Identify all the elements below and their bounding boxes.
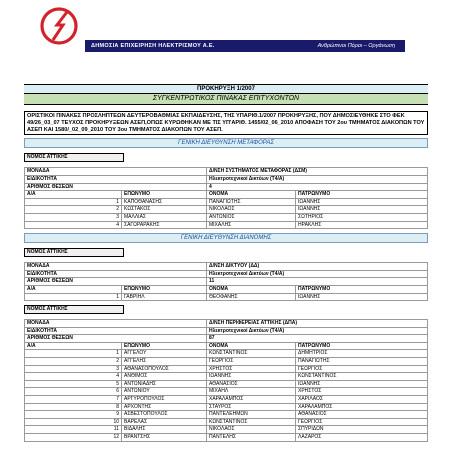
company-name: ΔΗΜΟΣΙΑ ΕΠΙΧΕΙΡΗΣΗ ΗΛΕΚΤΡΙΣΜΟΥ Α.Ε. — [91, 43, 215, 49]
row-firstname: ΝΙΚΟΛΑΟΣ — [207, 206, 296, 214]
row-surname: ΜΑΛΛΙΑΣ — [122, 213, 207, 221]
column-header-row — [25, 191, 428, 199]
monada-row-label: ΜΟΝΑΔΑ — [25, 168, 207, 176]
row-number: 1 — [25, 198, 122, 206]
eidikotita-row-value: Ηλεκτροτεχνικοί Δικτύων (Τ4/Α) — [207, 327, 428, 335]
row-firstname: ΣΤΑΥΡΟΣ — [207, 403, 296, 411]
arithmos-row — [25, 335, 428, 343]
row-surname: ΣΑΓΩΡΑΡΑΚΗΣ — [122, 221, 207, 229]
col-eponymo-header: ΕΠΩΝΥΜΟ — [122, 342, 207, 350]
table-row — [25, 403, 428, 411]
row-fathername: ΗΡΑΚΛΗΣ — [296, 221, 428, 229]
arithmos-row — [25, 183, 428, 191]
col-patronymo-header: ΠΑΤΡΩΝΥΜΟ — [296, 285, 428, 293]
table-row — [25, 293, 428, 301]
row-number: 11 — [25, 426, 122, 434]
row-fathername: ΙΩΑΝΝΗΣ — [296, 293, 428, 301]
eidikotita-row-label: ΕΙΔΙΚΟΤΗΤΑ — [25, 327, 207, 335]
monada-row-label: ΜΟΝΑΔΑ — [25, 320, 207, 328]
eidikotita-row-value: Ηλεκτροτεχνικοί Δικτύων (Τ4/Α) — [207, 270, 428, 278]
row-surname: ΑΓΓΕΛΟΥ — [122, 350, 207, 358]
table-row — [25, 198, 428, 206]
row-surname: ΑΡΓΥΡΟΠΟΥΛΟΣ — [122, 396, 207, 404]
row-number: 1 — [25, 350, 122, 358]
column-header-row — [25, 285, 428, 293]
col-eponymo-header: ΕΠΩΝΥΜΟ — [122, 285, 207, 293]
table-row — [25, 426, 428, 434]
eidikotita-row — [25, 327, 428, 335]
nomos-label: ΝΟΜΟΣ ΑΤΤΙΚΗΣ — [24, 305, 124, 314]
row-firstname: ΓΕΩΡΓΙΟΣ — [207, 358, 296, 366]
table-row — [25, 350, 428, 358]
dei-logo — [37, 6, 81, 46]
col-patronymo-header: ΠΑΤΡΩΝΥΜΟ — [296, 342, 428, 350]
nomos-label: ΝΟΜΟΣ ΑΤΤΙΚΗΣ — [24, 248, 124, 257]
table-row — [25, 418, 428, 426]
col-patronymo-header: ΠΑΤΡΩΝΥΜΟ — [296, 191, 428, 199]
row-fathername: ΠΑΝΑΓΙΩΤΗΣ — [296, 358, 428, 366]
row-surname: ΓΑΒΡΙΗΛ — [122, 293, 207, 301]
row-firstname: ΚΩΝΣΤΑΝΤΙΝΟΣ — [207, 418, 296, 426]
eidikotita-row-value: Ηλεκτροτεχνικοί Δικτύων (Τ4/Α) — [207, 175, 428, 183]
row-surname: ΑΝΤΩΝΙΟΥ — [122, 388, 207, 396]
row-fathername: ΛΑΖΑΡΟΣ — [296, 434, 428, 442]
monada-row-value: Δ/ΝΣΗ ΠΕΡΙΦΕΡΕΙΑΣ ΑΤΤΙΚΗΣ (ΔΠΑ) — [207, 320, 428, 328]
row-fathername: ΑΘΑΝΑΣΙΟΣ — [296, 411, 428, 419]
table-title: ΣΥΓΚΕΝΤΡΩΤΙΚΟΣ ΠΙΝΑΚΑΣ ΕΠΙΤΥΧΟΝΤΩΝ — [24, 94, 428, 105]
row-number: 9 — [25, 411, 122, 419]
arithmos-row-label: ΑΡΙΘΜΟΣ ΘΕΣΕΩΝ — [25, 183, 207, 191]
row-surname: ΚΩΣΤΑΚΟΣ — [122, 206, 207, 214]
intro-text: ΟΡΙΣΤΙΚΟΙ ΠΙΝΑΚΕΣ ΠΡΟΣΛΗΠΤΕΩΝ ΔΕΥΤΕΡΟΒΑΘΜΙΑΣ ΕΚΠΑΙΔΕΥΣΗΣ, ΤΗΣ ΥΠΑΡΙΘ.1/2007 ΠΡΟΚΗΡΥΞΗΣ, ΠΟΥ ΔΗΜΟΣΙΕΥΘΗΚΕ ΣΤΟ ΦΕΚ 49/26_03_07 ΤΕΥΧΟΣ ΠΡΟΚΗΡΥΞΕΩΝ ΑΣΕΠ,ΟΠΩΣ ΚΥΡΩΘΗΚΑΝ ΜΕ ΤΙΣ ΥΠ'ΑΡΙΘ. 1455/02_06_2010 ΑΠΟΦΑΣΗ ΤΟΥ 2ου ΤΜΗΜΑΤΟΣ ΔΙΑΚΟΠΩΝ ΤΟΥ ΑΣΕΠ ΚΑΙ 1580/_02_09_2010 ΤΟΥ 3ου ΤΜΗΜΑΤΟΣ ΔΙΑΚΟΠΩΝ ΤΟΥ ΑΣΕΠ. — [24, 111, 428, 135]
company-banner — [85, 40, 405, 52]
arithmos-row-value: 87 — [207, 335, 428, 343]
row-surname: ΑΝΘΙΜΟΣ — [122, 373, 207, 381]
row-firstname: ΜΙΧΑΛΗΣ — [207, 221, 296, 229]
row-surname: ΑΘΑΝΑΣΟΠΟΥΛΟΣ — [122, 365, 207, 373]
row-number: 4 — [25, 373, 122, 381]
col-aa-header: Α/Α — [25, 191, 122, 199]
row-number: 1 — [25, 293, 122, 301]
section-title: ΓΕΝΙΚΗ ΔΙΕΥΘΥΝΣΗ ΔΙΑΝΟΜΗΣ — [24, 233, 428, 243]
col-onoma-header: ΟΝΟΜΑ — [207, 285, 296, 293]
row-number: 2 — [25, 206, 122, 214]
arithmos-row-label: ΑΡΙΘΜΟΣ ΘΕΣΕΩΝ — [25, 335, 207, 343]
row-fathername: ΧΑΡΙΛΑΟΣ — [296, 396, 428, 404]
row-fathername: ΔΗΜΗΤΡΙΟΣ — [296, 350, 428, 358]
candidates-table — [24, 319, 428, 442]
row-surname: ΑΡΧΟΝΤΗΣ — [122, 403, 207, 411]
arithmos-row-label: ΑΡΙΘΜΟΣ ΘΕΣΕΩΝ — [25, 278, 207, 286]
row-surname: ΒΙΔΑΛΗΣ — [122, 426, 207, 434]
row-firstname: ΜΙΧΑΗΛ — [207, 388, 296, 396]
row-fathername: ΧΡΗΣΤΟΣ — [296, 388, 428, 396]
row-firstname: ΠΑΝΤΕΛΕΗΜΩΝ — [207, 411, 296, 419]
arithmos-row — [25, 278, 428, 286]
table-row — [25, 358, 428, 366]
col-onoma-header: ΟΝΟΜΑ — [207, 191, 296, 199]
row-fathername: ΓΕΩΡΓΙΟΣ — [296, 418, 428, 426]
col-aa-header: Α/Α — [25, 285, 122, 293]
candidates-table — [24, 262, 428, 301]
table-row — [25, 213, 428, 221]
monada-row-value: Δ/ΝΣΗ ΣΥΣΤΗΜΑΤΟΣ ΜΕΤΑΦΟΡΑΣ (ΔΣΜ) — [207, 168, 428, 176]
row-fathername: ΣΠΥΡΙΔΩΝ — [296, 426, 428, 434]
table-row — [25, 380, 428, 388]
row-firstname: ΧΑΡΑΛΑΜΠΟΣ — [207, 396, 296, 404]
row-number: 6 — [25, 388, 122, 396]
table-row — [25, 373, 428, 381]
row-firstname: ΑΝΤΩΝΙΟΣ — [207, 213, 296, 221]
eidikotita-row-label: ΕΙΔΙΚΟΤΗΤΑ — [25, 175, 207, 183]
section-title: ΓΕΝΙΚΗ ΔΙΕΥΘΥΝΣΗ ΜΕΤΑΦΟΡΑΣ — [24, 138, 428, 148]
monada-row-value: Δ/ΝΣΗ ΔΙΚΤΥΟΥ (ΔΔ) — [207, 263, 428, 271]
row-fathername: ΙΩΑΝΝΗΣ — [296, 198, 428, 206]
row-number: 3 — [25, 213, 122, 221]
row-surname: ΑΝΤΩΝΙΑΔΗΣ — [122, 380, 207, 388]
row-firstname: ΠΑΝΤΕΛΗΣ — [207, 434, 296, 442]
row-fathername: ΚΩΝΣΤΑΝΤΙΝΟΣ — [296, 373, 428, 381]
table-row — [25, 206, 428, 214]
row-number: 12 — [25, 434, 122, 442]
row-number: 2 — [25, 358, 122, 366]
sections-container — [24, 138, 428, 441]
eidikotita-row — [25, 175, 428, 183]
company-tagline: Ανθρώπινοι Πόροι – Οργάνωση — [317, 43, 395, 49]
monada-row-label: ΜΟΝΑΔΑ — [25, 263, 207, 271]
row-firstname: ΘΕΟΦΑΝΗΣ — [207, 293, 296, 301]
table-row — [25, 396, 428, 404]
row-firstname: ΚΩΝΣΤΑΝΤΙΝΟΣ — [207, 350, 296, 358]
row-surname: ΒΑΡΕΛΑΣ — [122, 418, 207, 426]
table-row — [25, 388, 428, 396]
row-fathername: ΧΑΡΑΛΑΜΠΟΣ — [296, 403, 428, 411]
monada-row — [25, 320, 428, 328]
row-firstname: ΑΘΑΝΑΣΙΟΣ — [207, 380, 296, 388]
row-surname: ΑΓΓΕΛΗΣ — [122, 358, 207, 366]
table-row — [25, 434, 428, 442]
monada-row — [25, 168, 428, 176]
row-surname: ΒΡΑΝΤΣΗΣ — [122, 434, 207, 442]
row-number: 8 — [25, 403, 122, 411]
col-aa-header: Α/Α — [25, 342, 122, 350]
row-firstname: ΝΙΚΟΛΑΟΣ — [207, 426, 296, 434]
arithmos-row-value: 11 — [207, 278, 428, 286]
row-number: 4 — [25, 221, 122, 229]
nomos-label: ΝΟΜΟΣ ΑΤΤΙΚΗΣ — [24, 153, 124, 162]
row-number: 7 — [25, 396, 122, 404]
section-block — [24, 138, 428, 229]
row-surname: ΑΣΒΕΣΤΟΠΟΥΛΟΣ — [122, 411, 207, 419]
row-firstname: ΧΡΗΣΤΟΣ — [207, 365, 296, 373]
eidikotita-row — [25, 270, 428, 278]
table-row — [25, 221, 428, 229]
section-block — [24, 233, 428, 301]
row-fathername: ΙΩΑΝΝΗΣ — [296, 206, 428, 214]
proclamation-title: ΠΡΟΚΗΡΥΞΗ 1/2007 — [24, 84, 428, 94]
document-body — [24, 84, 428, 446]
table-row — [25, 365, 428, 373]
row-number: 10 — [25, 418, 122, 426]
row-number: 3 — [25, 365, 122, 373]
row-firstname: ΙΩΑΝΝΗΣ — [207, 373, 296, 381]
section-block — [24, 305, 428, 442]
table-row — [25, 411, 428, 419]
monada-row — [25, 263, 428, 271]
col-onoma-header: ΟΝΟΜΑ — [207, 342, 296, 350]
row-fathername: ΓΕΩΡΓΙΟΣ — [296, 365, 428, 373]
row-fathername: ΙΩΑΝΝΗΣ — [296, 380, 428, 388]
row-fathername: ΣΩΤΗΡΙΟΣ — [296, 213, 428, 221]
column-header-row — [25, 342, 428, 350]
eidikotita-row-label: ΕΙΔΙΚΟΤΗΤΑ — [25, 270, 207, 278]
candidates-table — [24, 167, 428, 229]
col-eponymo-header: ΕΠΩΝΥΜΟ — [122, 191, 207, 199]
row-surname: ΚΑΠΟΘΑΝΑΣΗΣ — [122, 198, 207, 206]
row-number: 5 — [25, 380, 122, 388]
arithmos-row-value: 4 — [207, 183, 428, 191]
row-firstname: ΠΑΝΑΓΙΩΤΗΣ — [207, 198, 296, 206]
